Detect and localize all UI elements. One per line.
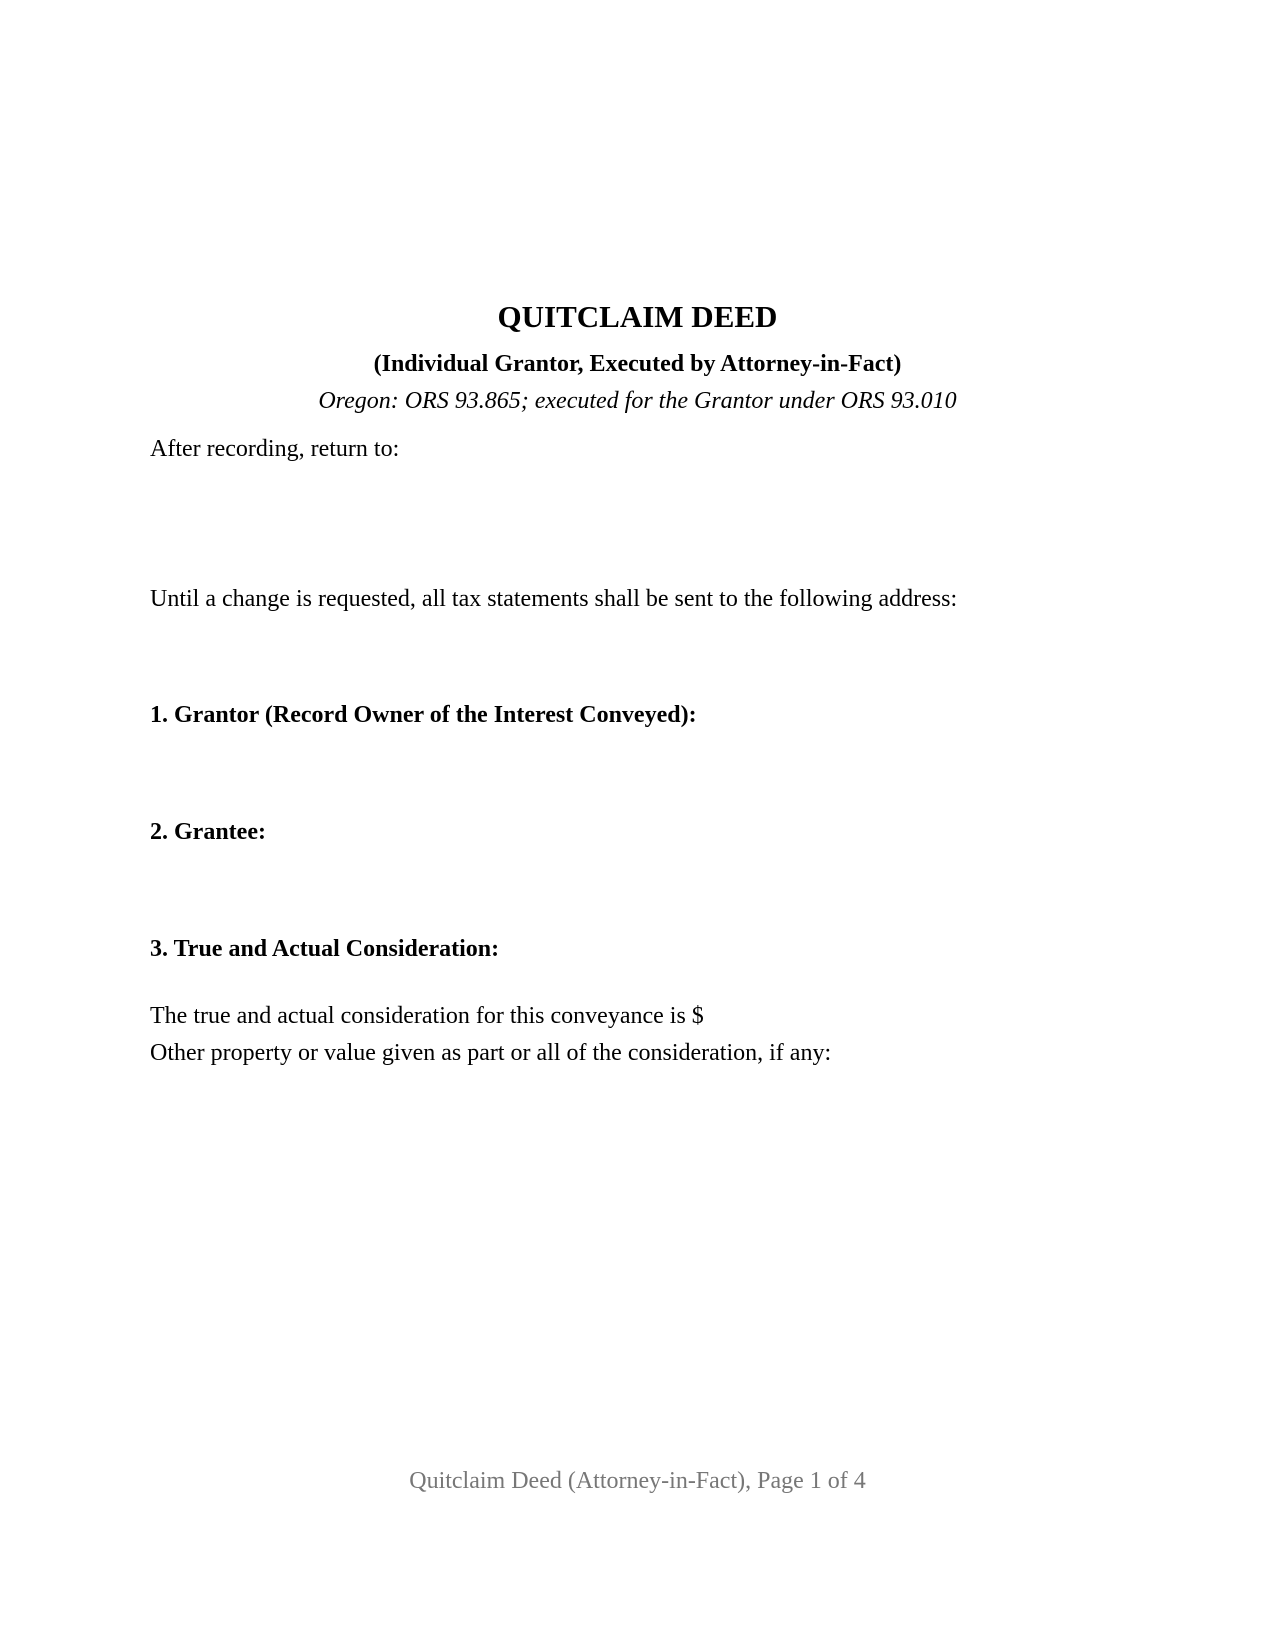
document-subtitle: (Individual Grantor, Executed by Attorney-in-Fact) (373, 351, 902, 377)
document-title: QUITCLAIM DEED (497, 299, 778, 334)
grantor-heading: 1. Grantor (Record Owner of the Interest Conveyed): (150, 702, 697, 728)
consideration-amount-line: The true and actual consideration for this conveyance is $ (150, 1003, 704, 1029)
grantee-heading: 2. Grantee: (150, 819, 266, 845)
tax-statements-label: Until a change is requested, all tax statements shall be sent to the following address: (150, 586, 958, 612)
other-property-line: Other property or value given as part or all of the consideration, if any: (150, 1040, 832, 1066)
return-to-label: After recording, return to: (150, 436, 400, 462)
statute-reference: Oregon: ORS 93.865; executed for the Grantor under ORS 93.010 (318, 388, 957, 414)
page-footer: Quitclaim Deed (Attorney-in-Fact), Page 1 of 4 (409, 1468, 866, 1494)
consideration-heading: 3. True and Actual Consideration: (150, 936, 500, 962)
